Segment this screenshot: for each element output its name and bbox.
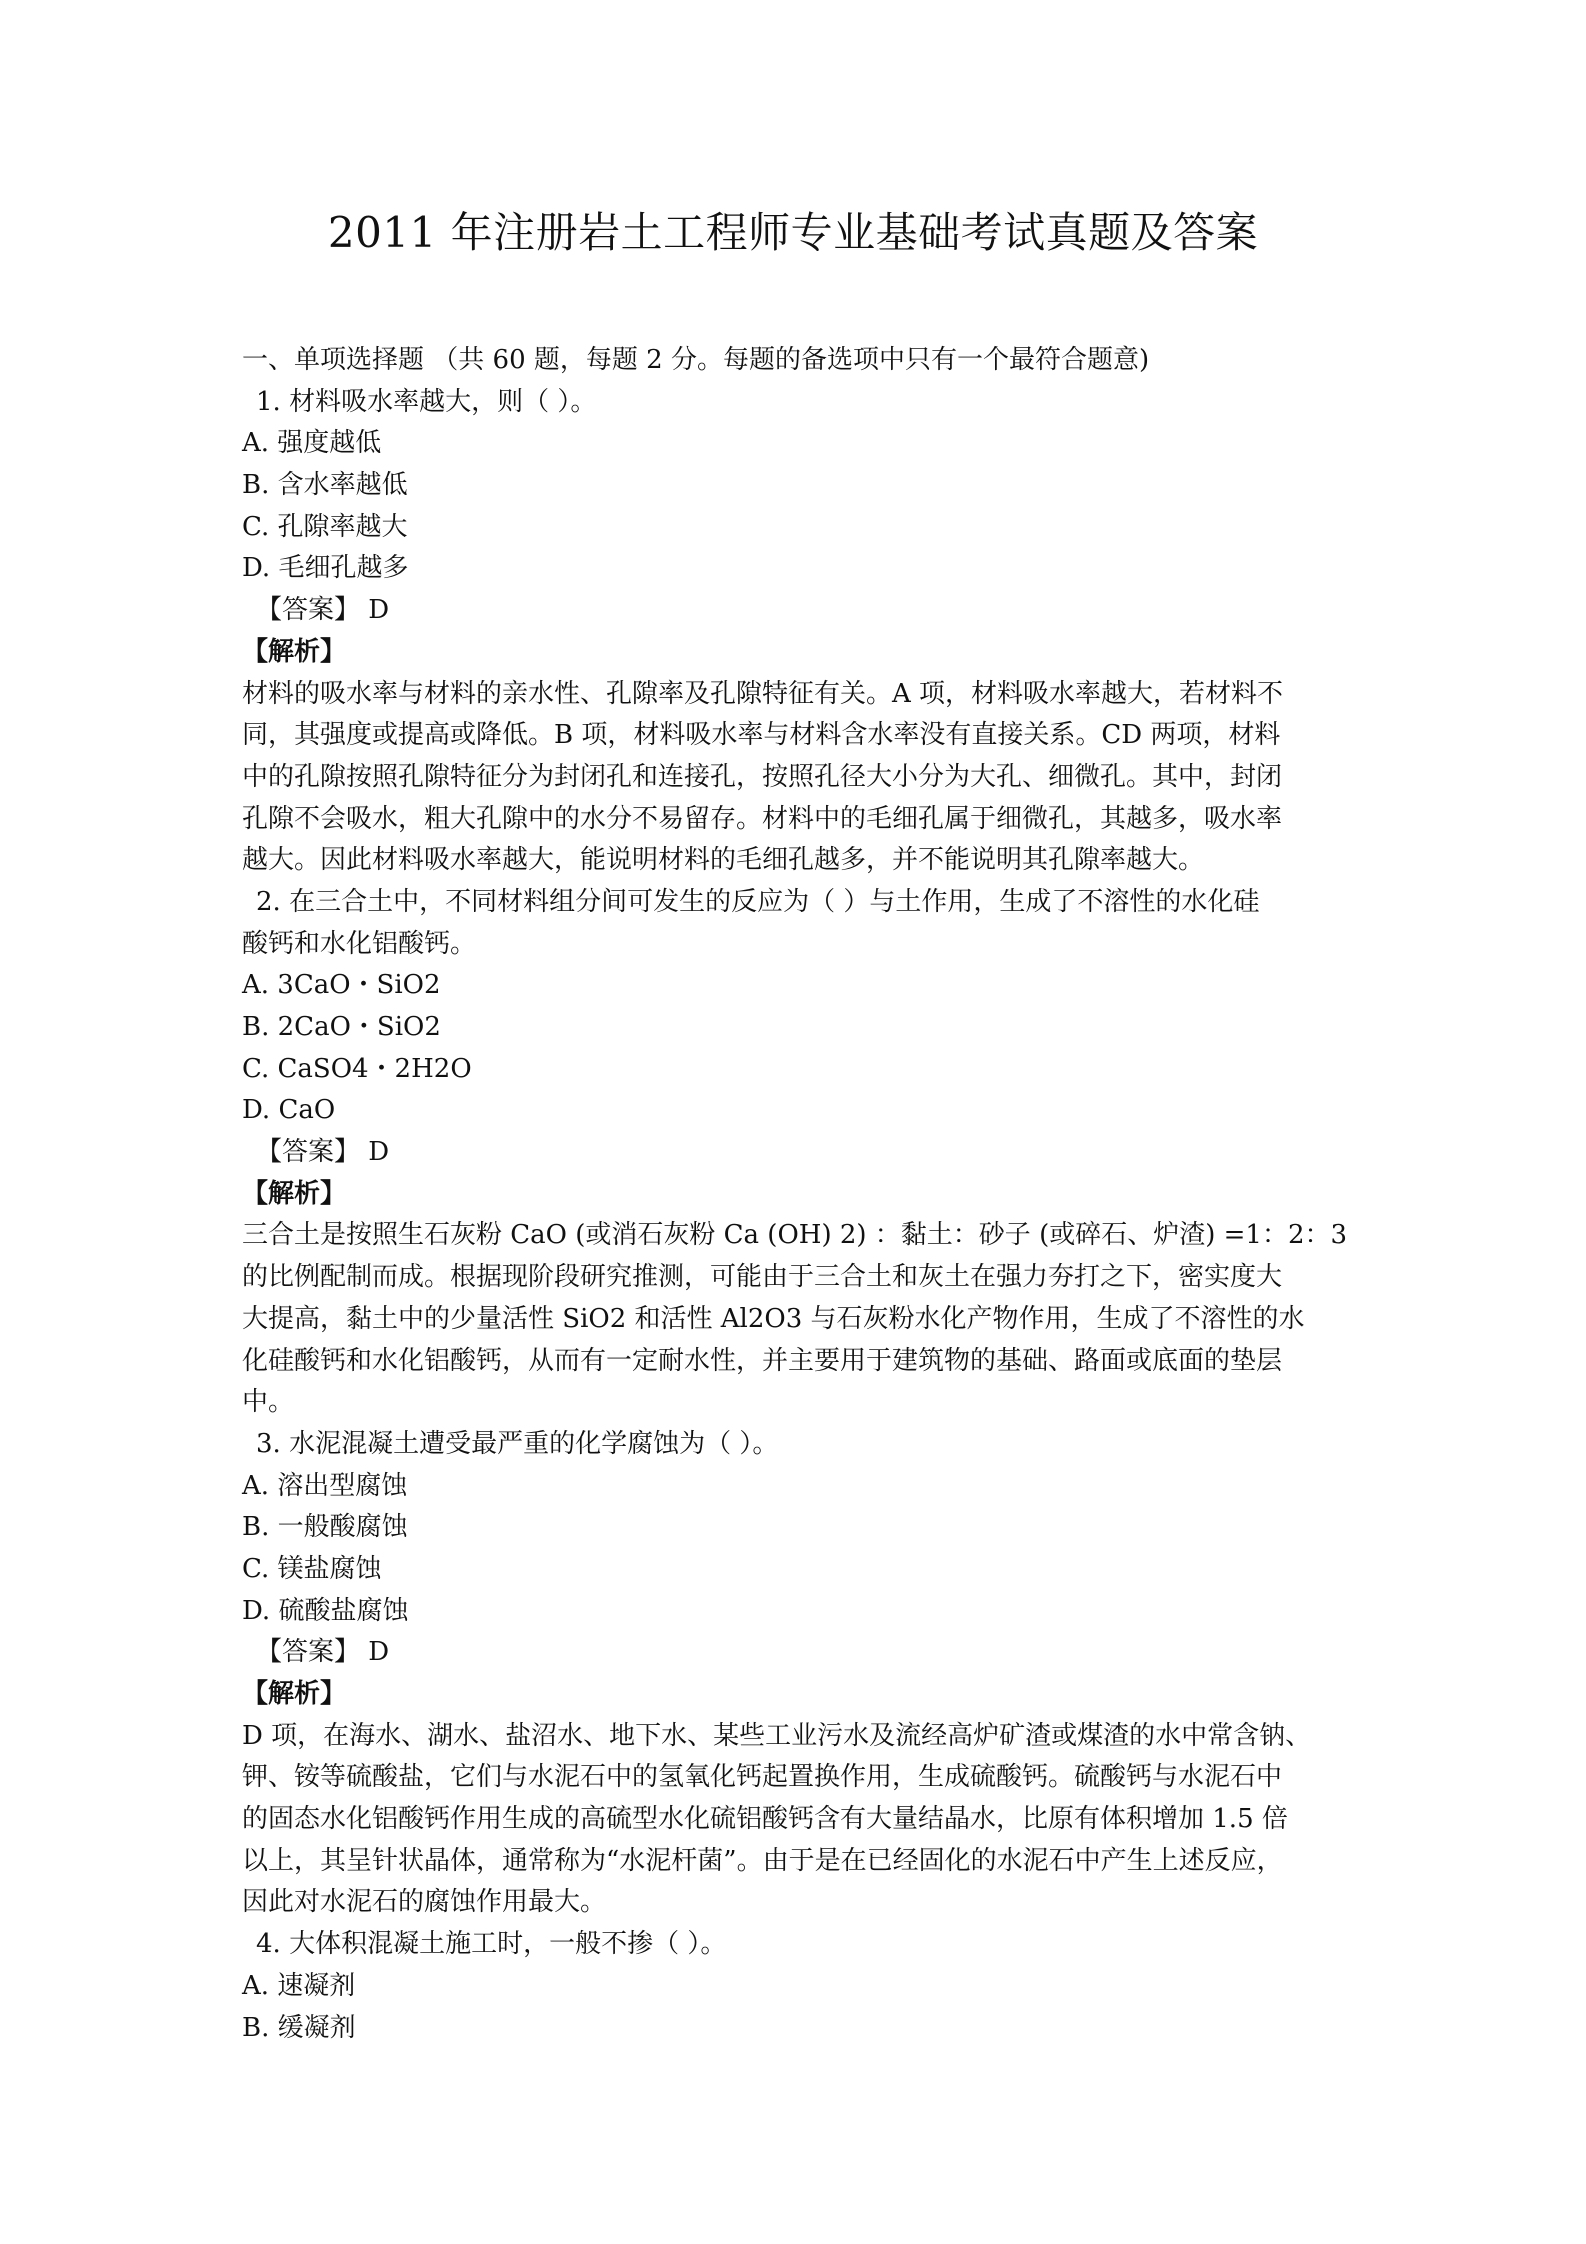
- question-stem: 3. 水泥混凝土遭受最严重的化学腐蚀为（ ）。: [256, 1428, 779, 1459]
- section-heading: 一、单项选择题 （共 60 题，每题 2 分。每题的备选项中只有一个最符合题意): [242, 345, 1150, 375]
- analysis-line: 以上，其呈针状晶体，通常称为“水泥杆菌”。由于是在已经固化的水泥石中产生上述反应，: [242, 1845, 1283, 1876]
- option-a: A. 速凝剂: [242, 1970, 356, 2001]
- analysis-line: 越大。因此材料吸水率越大，能说明材料的毛细孔越多，并不能说明其孔隙率越大。: [242, 845, 1205, 876]
- analysis-line: D 项，在海水、湖水、盐沼水、地下水、某些工业污水及流经高炉矿渣或煤渣的水中常含钠、: [242, 1720, 1312, 1751]
- analysis-label: 【解析】: [242, 1178, 347, 1209]
- analysis-line: 的固态水化铝酸钙作用生成的高硫型水化硫铝酸钙含有大量结晶水，比原有体积增加 1.5 倍: [242, 1804, 1288, 1835]
- analysis-line: 的比例配制而成。根据现阶段研究推测，可能由于三合土和灰土在强力夯打之下，密实度大: [242, 1262, 1283, 1293]
- question-2: [242, 882, 1362, 1424]
- question-stem: 2. 在三合土中，不同材料组分间可发生的反应为（ ）与土作用，生成了不溶性的水化硅: [256, 886, 1260, 917]
- question-stem: 4. 大体积混凝土施工时，一般不掺（ ）。: [256, 1929, 727, 1960]
- option-c: C. 镁盐腐蚀: [242, 1553, 382, 1584]
- question-1: [242, 382, 1362, 882]
- question-stem: 1. 材料吸水率越大，则（ ）。: [256, 386, 597, 417]
- analysis-line: 同，其强度或提高或降低。B 项，材料吸水率与材料含水率没有直接关系。CD 两项，材料: [242, 720, 1281, 751]
- option-b: B. 2CaO・SiO2: [242, 1012, 441, 1042]
- analysis-line: 因此对水泥石的腐蚀作用最大。: [242, 1887, 607, 1918]
- analysis-line: 钾、铵等硫酸盐，它们与水泥石中的氢氧化钙起置换作用，生成硫酸钙。硫酸钙与水泥石中: [242, 1762, 1283, 1793]
- option-b: B. 缓凝剂: [242, 2012, 356, 2043]
- analysis-line: 化硅酸钙和水化铝酸钙，从而有一定耐水性，并主要用于建筑物的基础、路面或底面的垫层: [242, 1345, 1283, 1376]
- option-d: D. CaO: [242, 1095, 336, 1126]
- document-body: [242, 340, 1362, 2049]
- answer-label: 【答案】 D: [256, 595, 390, 626]
- analysis-line: 三合土是按照生石灰粉 CaO (或消石灰粉 Ca (OH) 2) ：黏土：砂子 (或碎石、炉渣) =1：2：3: [242, 1220, 1348, 1251]
- option-a: A. 溶出型腐蚀: [242, 1470, 408, 1501]
- question-4: [242, 1924, 1362, 2049]
- option-b: B. 含水率越低: [242, 470, 408, 501]
- analysis-line: 大提高，黏土中的少量活性 SiO2 和活性 Al2O3 与石灰粉水化产物作用，生成了不溶性的水: [242, 1303, 1305, 1334]
- answer-label: 【答案】 D: [256, 1137, 390, 1168]
- analysis-label: 【解析】: [242, 636, 347, 667]
- option-c: C. CaSO4・2H2O: [242, 1053, 472, 1084]
- option-c: C. 孔隙率越大: [242, 511, 408, 542]
- option-a: A. 强度越低: [242, 428, 382, 459]
- option-b: B. 一般酸腐蚀: [242, 1512, 408, 1543]
- analysis-line: 孔隙不会吸水，粗大孔隙中的水分不易留存。材料中的毛细孔属于细微孔，其越多，吸水率: [242, 803, 1283, 834]
- analysis-line: 中。: [242, 1387, 295, 1418]
- document-title: 2011 年注册岩土工程师专业基础考试真题及答案: [327, 208, 1259, 257]
- option-a: A. 3CaO・SiO2: [242, 970, 441, 1001]
- option-d: D. 硫酸盐腐蚀: [242, 1595, 409, 1626]
- option-d: D. 毛细孔越多: [242, 553, 409, 584]
- question-stem-continued: 酸钙和水化铝酸钙。: [242, 928, 477, 959]
- analysis-line: 中的孔隙按照孔隙特征分为封闭孔和连接孔，按照孔径大小分为大孔、细微孔。其中，封闭: [242, 761, 1283, 792]
- answer-label: 【答案】 D: [256, 1637, 390, 1668]
- question-3: [242, 1424, 1362, 1924]
- analysis-line: 材料的吸水率与材料的亲水性、孔隙率及孔隙特征有关。A 项，材料吸水率越大，若材料不: [242, 678, 1284, 709]
- analysis-label: 【解析】: [242, 1679, 347, 1709]
